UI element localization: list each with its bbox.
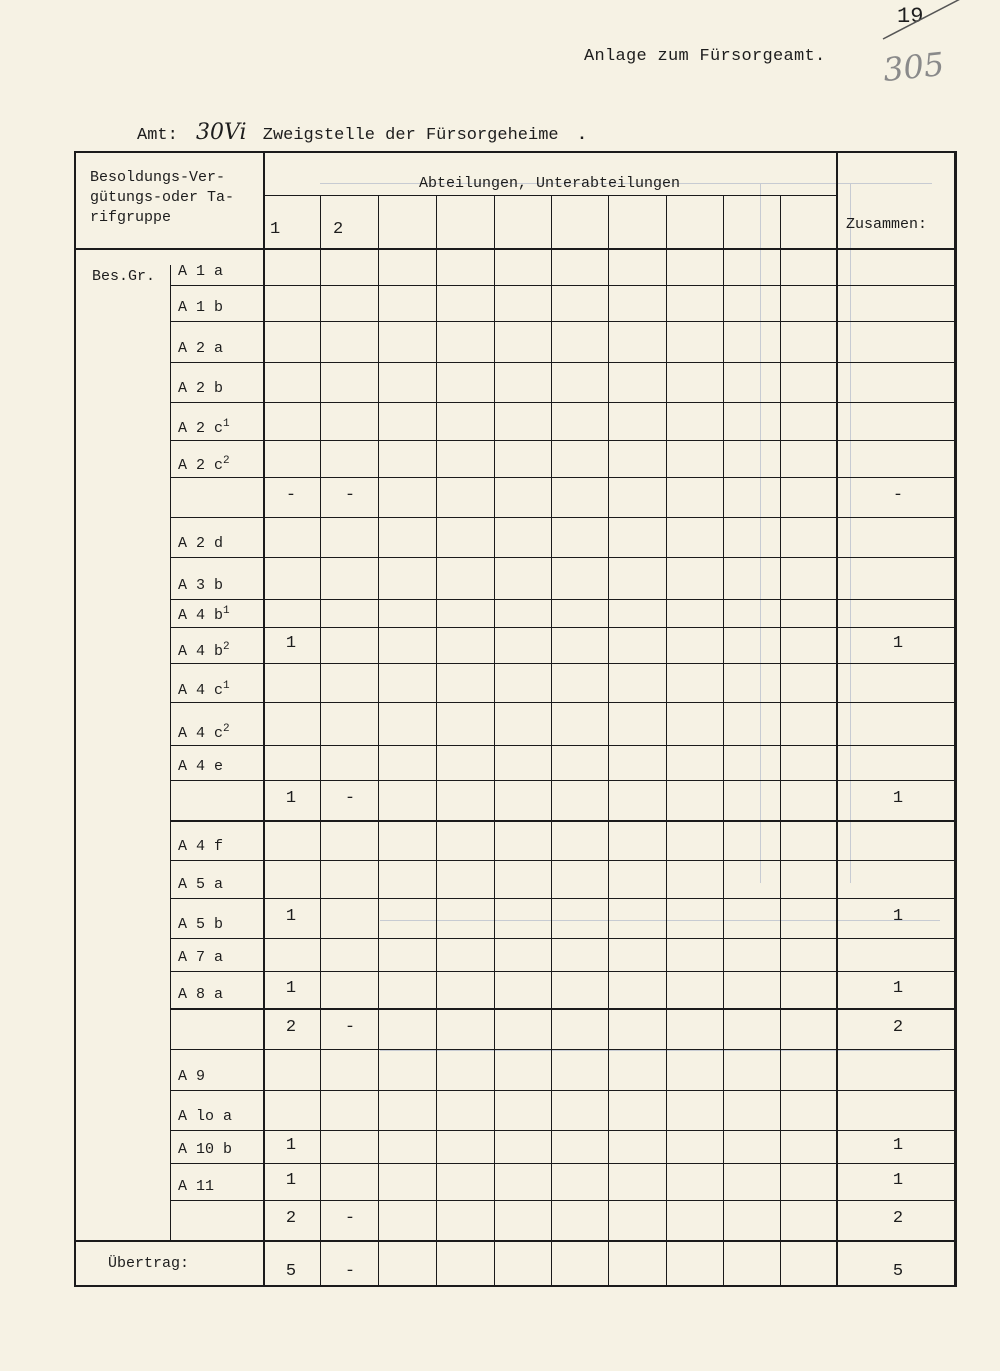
dept-header-rule (263, 195, 836, 196)
pencil-page-number: 305 (881, 44, 946, 90)
cell-total: 1 (892, 789, 904, 808)
row-label-superscript: 1 (223, 418, 230, 430)
carry-col2: - (344, 1262, 356, 1281)
cell-col1: 1 (285, 978, 297, 998)
row-label: A 2 d (178, 535, 224, 552)
dept-header: Abteilungen, Unterabteilungen (418, 175, 681, 192)
row-rule (170, 860, 957, 861)
row-label-superscript: 1 (223, 680, 230, 692)
amt-dot: . (576, 126, 588, 145)
row-rule (170, 517, 957, 518)
row-rule (170, 627, 957, 628)
row-rule (170, 1200, 957, 1201)
carry-col1: 5 (285, 1262, 297, 1281)
cell-col1: 1 (285, 1135, 297, 1155)
cell-total: - (892, 486, 904, 505)
row-label: A 8 a (178, 986, 224, 1003)
cell-col1: 2 (285, 1017, 297, 1037)
col1-header: 1 (270, 220, 281, 239)
row-label: A 9 (178, 1068, 206, 1085)
row-label-superscript: 2 (223, 723, 230, 735)
amt-line (137, 120, 587, 145)
row-rule (170, 820, 957, 822)
row-rule (170, 362, 957, 363)
grid-vline (494, 195, 495, 1287)
row-rule (170, 1130, 957, 1131)
row-rule (170, 1008, 957, 1010)
cell-col1: 1 (285, 907, 297, 926)
carry-total: 5 (892, 1262, 904, 1281)
amt-handwritten-code: 30Vi (196, 120, 247, 145)
cell-total: 2 (892, 1209, 904, 1228)
row-label-superscript: 2 (223, 455, 230, 467)
cell-col1: 1 (285, 1170, 297, 1190)
cell-total: 2 (892, 1017, 904, 1037)
cell-col2: - (344, 1017, 356, 1037)
cell-total: 1 (892, 978, 904, 998)
cell-total: 1 (892, 634, 904, 653)
row-rule (170, 321, 957, 322)
row-label: A 1 a (178, 263, 224, 280)
page-number: 19 (897, 4, 924, 29)
row-label: A lo a (178, 1108, 233, 1125)
row-label: A 5 b (178, 916, 224, 933)
cell-total: 1 (892, 1170, 904, 1190)
left-column-header (90, 168, 260, 228)
row-rule (170, 285, 957, 286)
row-rule (170, 1049, 957, 1050)
row-label: A 4 $c^1$ (178, 680, 230, 699)
row-label: A 11 (178, 1178, 215, 1195)
row-rule (170, 898, 957, 899)
left-header-line: gütungs-oder Ta- (90, 189, 235, 206)
col2-header: 2 (333, 220, 344, 239)
row-label: A 10 b (178, 1141, 233, 1158)
header-note: Anlage zum Fürsorgeamt. (584, 47, 826, 66)
carry-rule (74, 1240, 957, 1242)
grid-vline (320, 195, 321, 1287)
amt-label: Amt: (137, 126, 178, 145)
cell-col1: 1 (285, 789, 297, 808)
grid-vline (780, 195, 781, 1287)
grid-vline (378, 195, 379, 1287)
row-label: A 4 $b^1$ (178, 605, 230, 624)
left-header-line: rifgruppe (90, 209, 172, 226)
row-rule (170, 663, 957, 664)
row-rule (170, 1163, 957, 1164)
cell-total: 1 (892, 907, 904, 926)
header-bottom-rule (74, 248, 957, 250)
cell-col2: - (344, 1209, 356, 1228)
row-rule (170, 745, 957, 746)
row-label: A 2 $c^2$ (178, 455, 230, 474)
row-label: A 2 b (178, 380, 224, 397)
grid-vline (551, 195, 552, 1287)
cell-col1: 2 (285, 1209, 297, 1228)
cell-col2: - (344, 789, 356, 808)
carry-label: Übertrag: (108, 1255, 190, 1272)
grid-vline (608, 195, 609, 1287)
cell-col1: - (285, 486, 297, 505)
row-label: A 4 $c^2$ (178, 723, 230, 742)
row-label: A 4 f (178, 838, 224, 855)
row-rule (170, 702, 957, 703)
total-header: Zusammen: (846, 216, 928, 233)
cell-col1: 1 (285, 634, 297, 653)
grid-vline (170, 265, 171, 1240)
row-label: A 5 a (178, 876, 224, 893)
group-label: Bes.Gr. (92, 268, 156, 285)
row-label-superscript: 2 (223, 641, 230, 653)
row-label: A 7 a (178, 949, 224, 966)
row-label: A 2 a (178, 340, 224, 357)
row-label: A 3 b (178, 577, 224, 594)
row-rule (170, 938, 957, 939)
row-rule (170, 971, 957, 972)
row-label: A 1 b (178, 299, 224, 316)
row-label-superscript: 1 (223, 605, 230, 617)
cell-total: 1 (892, 1135, 904, 1155)
row-rule (170, 440, 957, 441)
row-rule (170, 599, 957, 600)
row-rule (170, 780, 957, 781)
row-label: A 2 $c^1$ (178, 418, 230, 437)
left-header-line: Besoldungs-Ver- (90, 169, 226, 186)
grid-vline (666, 195, 667, 1287)
row-label: A 4 $b^2$ (178, 641, 230, 660)
cell-col2: - (344, 486, 356, 505)
grid-vline (723, 195, 724, 1287)
row-rule (170, 1090, 957, 1091)
row-rule (170, 557, 957, 558)
amt-title: Zweigstelle der Fürsorgeheime (262, 126, 559, 145)
row-label: A 4 e (178, 758, 224, 775)
row-rule (170, 402, 957, 403)
grid-vline (436, 195, 437, 1287)
row-rule (170, 477, 957, 478)
